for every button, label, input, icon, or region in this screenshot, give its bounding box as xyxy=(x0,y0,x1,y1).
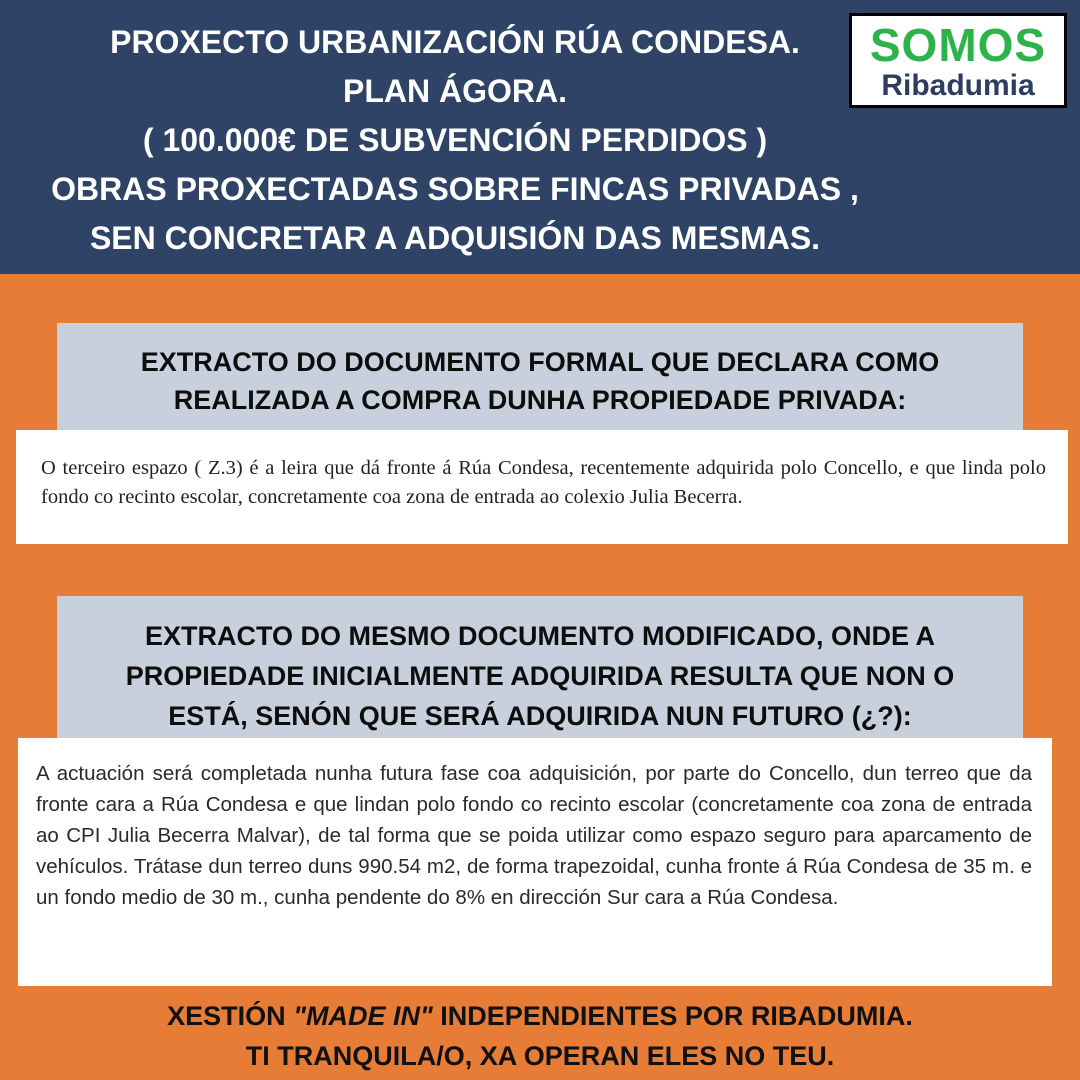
section1-heading xyxy=(57,323,1023,433)
logo-top-text: SOMOS xyxy=(869,19,1047,71)
somos-ribadumia-logo xyxy=(849,13,1067,108)
section2-heading-line: ESTÁ, SENÓN QUE SERÁ ADQUIRIDA NUN FUTURO (¿?): xyxy=(168,701,912,731)
section1-heading-line: REALIZADA A COMPRA DUNHA PROPIEDADE PRIVADA: xyxy=(173,385,907,415)
header-line: OBRAS PROXECTADAS SOBRE FINCAS PRIVADAS , xyxy=(51,171,859,207)
footer-made-in: "MADE IN" xyxy=(293,1001,433,1031)
section1-extract: O terceiro espazo ( Z.3) é a leira que dá fronte á Rúa Condesa, recentemente adquirida polo Concello, e que linda polo fondo co recinto escolar, concretamente coa zona de entrada ao colexio Julia Becerra. xyxy=(16,430,1068,544)
section1-heading-line: EXTRACTO DO DOCUMENTO FORMAL QUE DECLARA COMO xyxy=(140,347,940,377)
logo-panel xyxy=(852,16,1064,105)
header-title xyxy=(0,18,910,263)
header-line: PROXECTO URBANIZACIÓN RÚA CONDESA. xyxy=(110,24,800,60)
section2-heading-line: PROPIEDADE INICIALMENTE ADQUIRIDA RESULTA QUE NON O xyxy=(125,661,955,691)
footer-line-2: TI TRANQUILA/O, XA OPERAN ELES NO TEU. xyxy=(245,1041,835,1071)
header-line: SEN CONCRETAR A ADQUISIÓN DAS MESMAS. xyxy=(89,220,821,256)
footer-slogan xyxy=(0,996,1080,1076)
footer-line-1 xyxy=(0,996,1080,1036)
section2-extract: A actuación será completada nunha futura fase coa adquisición, por parte do Concello, dun terreo que da fronte cara a Rúa Condesa e que lindan polo fondo co recinto escolar (concretamente coa zona de entrada ao CPI Julia Becerra Malvar), de tal forma que se poida utilizar como espazo seguro para aparcamento de vehículos. Trátase dun terreo duns 990.54 m2, de forma trapezoidal, cunha fronte á Rúa Condesa de 35 m. e un fondo medio de 30 m., cunha pendente do 8% en dirección Sur cara a Rúa Condesa. xyxy=(18,738,1052,986)
header-line: ( 100.000€ DE SUBVENCIÓN PERDIDOS ) xyxy=(142,122,768,158)
logo-bottom-text: Ribadumia xyxy=(881,69,1035,102)
footer-line1-after: INDEPENDIENTES POR RIBADUMIA. xyxy=(432,1001,913,1031)
section2-heading xyxy=(57,596,1023,741)
header-line: PLAN ÁGORA. xyxy=(343,73,567,109)
section2-heading-line: EXTRACTO DO MESMO DOCUMENTO MODIFICADO, ONDE A xyxy=(144,621,935,651)
footer-line1-before: XESTIÓN xyxy=(167,1001,294,1031)
header-banner xyxy=(0,0,1080,274)
